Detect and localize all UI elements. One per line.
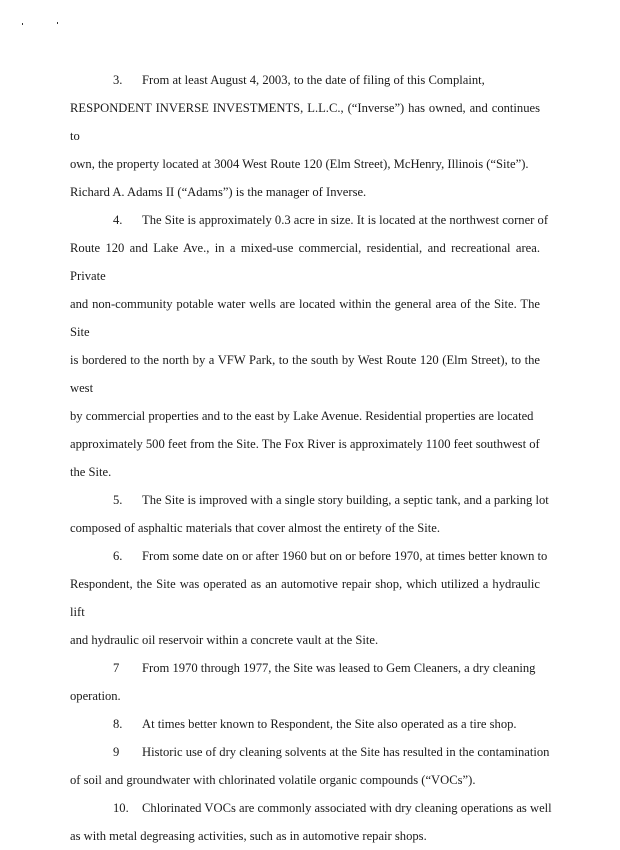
paragraph-3 [70, 66, 540, 206]
paragraph-number: 8. [113, 717, 123, 731]
paragraph-4 [70, 206, 549, 486]
paragraph-line: and hydraulic oil reservoir within a concrete vault at the Site. [70, 633, 379, 647]
paragraph-line: of soil and groundwater with chlorinated volatile organic compounds (“VOCs”). [70, 773, 476, 787]
paragraph-text: From at least August 4, 2003, to the date of filing of this Complaint, [142, 73, 485, 87]
paragraph-8 [70, 710, 540, 738]
paragraph-text: At times better known to Respondent, the Site also operated as a tire shop. [142, 717, 517, 731]
paragraph-line: composed of asphaltic materials that cover almost the entirety of the Site. [70, 521, 441, 535]
paragraph-text: Chlorinated VOCs are commonly associated with dry cleaning operations as well [142, 801, 552, 815]
paragraph-9 [70, 738, 550, 794]
paragraph-line: and non-community potable water wells are located within the general area of the Site. The Site [70, 297, 540, 339]
paragraph-text: Historic use of dry cleaning solvents at the Site has resulted in the contamination [142, 745, 550, 759]
paragraph-line: Richard A. Adams II (“Adams”) is the manager of Inverse. [70, 185, 367, 199]
scan-speck [22, 23, 23, 25]
paragraph-line: by commercial properties and to the east by Lake Avenue. Residential properties are located [70, 409, 534, 423]
paragraph-number: 10. [113, 801, 129, 815]
paragraph-line: RESPONDENT INVERSE INVESTMENTS, L.L.C., (“Inverse”) has owned, and continues to [70, 101, 540, 143]
paragraph-line: is bordered to the north by a VFW Park, to the south by West Route 120 (Elm Street), to the west [70, 353, 540, 395]
document-body [70, 66, 552, 850]
paragraph-5 [70, 486, 549, 542]
paragraph-number: 4. [113, 213, 123, 227]
paragraph-line: the Site. [70, 465, 112, 479]
paragraph-line: Route 120 and Lake Ave., in a mixed-use commercial, residential, and recreational area. Private [70, 241, 540, 283]
paragraph-text: From some date on or after 1960 but on or before 1970, at times better known to [142, 549, 548, 563]
paragraph-number: 6. [113, 549, 123, 563]
paragraph-number: 9 [113, 745, 120, 759]
paragraph-6 [70, 542, 548, 654]
paragraph-number: 3. [113, 73, 123, 87]
paragraph-10 [70, 794, 552, 850]
paragraph-line: own, the property located at 3004 West Route 120 (Elm Street), McHenry, Illinois (“Site”). [70, 157, 529, 171]
scan-speck [57, 22, 58, 24]
paragraph-line: operation. [70, 689, 121, 703]
paragraph-line: as with metal degreasing activities, such as in automotive repair shops. [70, 829, 427, 843]
paragraph-7 [70, 654, 540, 710]
paragraph-text: From 1970 through 1977, the Site was leased to Gem Cleaners, a dry cleaning [142, 661, 536, 675]
paragraph-text: The Site is approximately 0.3 acre in size. It is located at the northwest corner of [142, 213, 549, 227]
paragraph-line: Respondent, the Site was operated as an automotive repair shop, which utilized a hydraulic lift [70, 577, 540, 619]
paragraph-line: approximately 500 feet from the Site. The Fox River is approximately 1100 feet southwest of [70, 437, 540, 451]
paragraph-text: The Site is improved with a single story building, a septic tank, and a parking lot [142, 493, 549, 507]
paragraph-number: 7 [113, 661, 120, 675]
paragraph-number: 5. [113, 493, 123, 507]
